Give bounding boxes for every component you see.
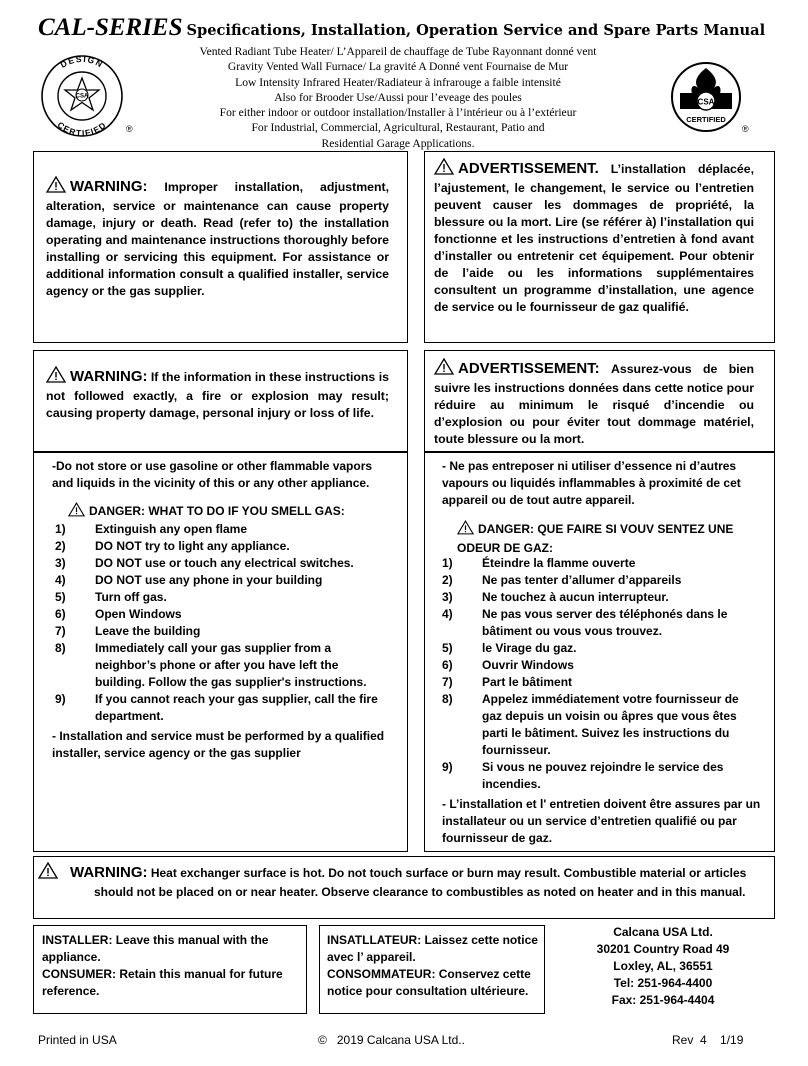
- gas-fr-steps: [442, 555, 760, 793]
- address-line: Loxley, AL, 36551: [613, 959, 713, 973]
- warning-heading: WARNING:: [70, 178, 148, 195]
- warning2-en-text: [46, 366, 389, 422]
- list-item: 6) Open Windows: [55, 607, 182, 621]
- seal-certified-label: CERTIFIED: [686, 115, 726, 124]
- subtitle-block: [180, 44, 616, 151]
- warning-heading: ADVERTISSEMENT:: [458, 360, 600, 377]
- list-item: 1) Extinguish any open flame: [55, 522, 248, 536]
- warning-icon: [457, 520, 474, 540]
- subtitle-line: For either indoor or outdoor installation/Installer à l’intérieur ou à l’extérieur: [219, 106, 577, 120]
- danger-heading: DANGER: WHAT TO DO IF YOU SMELL GAS:: [89, 504, 345, 518]
- seal-bottom-text: CERTIFIED: [55, 119, 109, 139]
- divider: [33, 451, 408, 453]
- list-item: 4) DO NOT use any phone in your building: [55, 573, 323, 587]
- list-item: 8) Appelez immédiatement votre fournisseur de gaz depuis un voisin ou âpres que vous êtes parti le bâtiment. Suivez les instructions du fournisseur.: [442, 692, 739, 757]
- divider: [424, 451, 775, 453]
- registered-mark: ®: [126, 124, 133, 134]
- list-item: 9) Si vous ne pouvez rejoindre le service des incendies.: [442, 760, 724, 791]
- warning-icon: [434, 358, 454, 380]
- fax: Fax: 251-964-4404: [611, 993, 715, 1007]
- company-address: [566, 924, 760, 1009]
- subtitle-line: Vented Radiant Tube Heater/ L’Appareil de chauffage de Tube Rayonnant donné vent: [199, 45, 597, 58]
- warning-heading: WARNING:: [70, 368, 148, 385]
- list-item: 9) If you cannot reach your gas supplier, call the fire department.: [55, 692, 378, 723]
- flame-icon: [691, 68, 720, 94]
- warning-fr-text: [434, 158, 754, 316]
- gas-fr-intro: - Ne pas entreposer ni utiliser d’essence ni d’autres vapours ou liquidés inflammables à proximité de cet appareil ou de tout autre appareil.: [442, 459, 741, 507]
- hot-surface-warning-text: [66, 862, 766, 901]
- subtitle-line: Gravity Vented Wall Furnace/ La gravité A Donné vent Fournaise de Mur: [227, 60, 569, 74]
- installer-note: INSATLLATEUR: Laissez cette notice avec l’ appareil.: [327, 933, 538, 964]
- warning-heading: WARNING:: [70, 864, 148, 881]
- address-line: 30201 Country Road 49: [596, 942, 730, 956]
- seal-top-text: DESIGN: [58, 53, 106, 70]
- subtitle-line: Low Intensity Infrared Heater/Radiateur à infrarouge a faible intensité: [235, 75, 561, 89]
- list-item: 2) DO NOT try to light any appliance.: [55, 539, 290, 553]
- warning-heading: ADVERTISSEMENT.: [458, 160, 599, 177]
- list-item: 2) Ne pas tenter d’allumer d’appareils: [442, 573, 682, 587]
- gas-en-steps: [55, 521, 390, 725]
- warning-icon: [46, 176, 66, 198]
- gas-fr-danger: [457, 520, 757, 557]
- registered-mark: ®: [742, 124, 749, 134]
- design-certified-seal: [34, 52, 134, 140]
- warning-body: If the information in these instructions is not followed exactly, a fire or explosion may result; causing property damage, personal injury or loss of life.: [46, 370, 389, 420]
- footer-printed: Printed in USA: [38, 1033, 117, 1047]
- warning2-fr-text: [434, 358, 754, 448]
- gas-en-intro: -Do not store or use gasoline or other flammable vapors and liquids in the vicinity of this or any other appliance.: [52, 459, 373, 490]
- certified-seal: [666, 60, 758, 140]
- danger-heading: DANGER: QUE FAIRE SI VOUV SENTEZ UNE ODEUR DE GAZ:: [457, 522, 734, 555]
- warning-body: Assurez-vous de bien suivre les instructions données dans cette notice pour réduire au minimum le risqué d’incendie ou d’explosion ou pour éviter tout dommage matériel, toute blessure ou la mort.: [434, 362, 754, 446]
- warning-body: Heat exchanger surface is hot. Do not touch surface or burn may result. Combustible material or articles should not be placed on or near heater. Observe clearance to combustibles as noted on heater and in this manual.: [94, 866, 747, 899]
- warning-icon: [434, 158, 454, 180]
- series-name: CAL-SERIES: [38, 14, 183, 41]
- list-item: 7) Part le bâtiment: [442, 675, 573, 689]
- list-item: 3) Ne touchez à aucun interrupteur.: [442, 590, 669, 604]
- footer-copyright: © 2019 Calcana USA Ltd..: [318, 1033, 465, 1047]
- svg-text:CSA: CSA: [697, 97, 715, 107]
- installer-note: INSTALLER: Leave this manual with the appliance.: [42, 933, 269, 964]
- gas-fr-outro: - L’installation et l' entretien doivent être assures par un installateur ou un service d’entretien qualifié ou par fournisseur de gaz.: [442, 797, 761, 845]
- footer-revision: Rev 4 1/19: [672, 1033, 744, 1047]
- installer-en-text: [42, 932, 300, 1000]
- consumer-note: CONSUMER: Retain this manual for future reference.: [42, 967, 283, 998]
- company-name: Calcana USA Ltd.: [613, 925, 713, 939]
- document-title: [38, 14, 765, 42]
- installer-fr-text: [327, 932, 541, 1000]
- list-item: 3) DO NOT use or touch any electrical switches.: [55, 556, 354, 570]
- warning-body: Improper installation, adjustment, alteration, service or maintenance can cause property damage, injury or death. Read (refer to) the installation operating and maintenance instructions thoroughly before installing or servicing this equipment. For assistance or additional information consult a qualified installer, service agency or the gas supplier.: [46, 180, 389, 298]
- warning-body: L’installation déplacée, l’ajustement, le changement, le service ou l’entretien peuvent causer les dommages de propriété, la blessure ou la mort. Lire (se référer à) l’installation qui fonctionne et les instructions d’entretien à fond avant d’installer ou entretenir cet équipement. Pour obtenir de l’aide ou les informations supplémentaires consultent un programme d’installation, une agence de service ou le fournisseur de gaz qualifié.: [434, 162, 754, 314]
- subtitle-line: For Industrial, Commercial, Agricultural, Restaurant, Patio and: [251, 121, 545, 135]
- list-item: 5) le Virage du gaz.: [442, 641, 577, 655]
- list-item: 5) Turn off gas.: [55, 590, 167, 604]
- list-item: 4) Ne pas vous server des téléphonés dans le bâtiment ou vous vous trouvez.: [442, 607, 728, 638]
- warning-icon: [46, 366, 66, 388]
- subtitle-line: Residential Garage Applications.: [321, 136, 475, 150]
- gas-en-danger: [68, 502, 388, 522]
- manual-title: Specifications, Installation, Operation Service and Spare Parts Manual: [186, 22, 766, 39]
- list-item: 1) Éteindre la flamme ouverte: [442, 556, 636, 570]
- list-item: 8) Immediately call your gas supplier from a neighbor’s phone or after you have left the building. Follow the gas supplier's instructions.: [55, 641, 367, 689]
- gas-en-outro: - Installation and service must be performed by a qualified installer, service agency or the gas supplier: [52, 729, 385, 760]
- phone: Tel: 251-964-4400: [613, 976, 713, 990]
- warning-en-text: [46, 176, 389, 300]
- consumer-note: CONSOMMATEUR: Conservez cette notice pour consultation ultérieure.: [327, 967, 531, 998]
- list-item: 6) Ouvrir Windows: [442, 658, 574, 672]
- warning-icon: [68, 502, 85, 522]
- svg-text:CSA: CSA: [75, 93, 89, 100]
- list-item: 7) Leave the building: [55, 624, 201, 638]
- subtitle-line: Also for Brooder Use/Aussi pour l’eveage des poules: [274, 90, 522, 104]
